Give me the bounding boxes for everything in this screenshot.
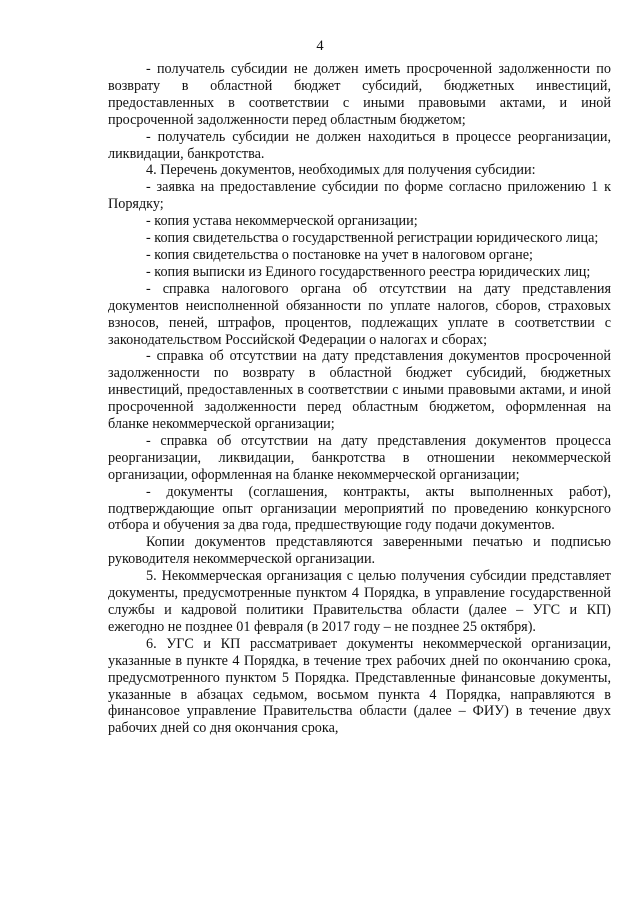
paragraph-debt-certificate: - справка об отсутствии на дату представления документов просроченной задолженности по возврату в областной бюджет субсидий, бюджетных инвестиций, предоставленных в соответствии с иными правовыми актами, и иной просроченной задолженности перед областным бюджетом, оформленная на бланке некоммерческой организации; (108, 348, 611, 433)
paragraph-section-4-heading: 4. Перечень документов, необходимых для получения субсидии: (146, 162, 536, 179)
paragraph-eligibility-no-debt: - получатель субсидии не должен иметь просроченной задолженности по возврату в областной бюджет субсидий, бюджетных инвестиций, предоставленных в соответствии с иными правовыми актами, и иной просроченной задолженности перед областным бюджетом; (108, 61, 611, 128)
document-body (108, 61, 611, 737)
paragraph-tax-certificate: - справка налогового органа об отсутствии на дату представления документов неисполненной обязанности по уплате налогов, сборов, страховых взносов, пеней, штрафов, процентов, подлежащих уплате в соответствии с законодательством Российской Федерации о налогах и сборах; (108, 280, 611, 348)
paragraph-eligibility-no-reorganization: - получатель субсидии не должен находиться в процессе реорганизации, ликвидации, банкротства. (108, 128, 611, 162)
paragraph-registry-extract: - копия выписки из Единого государственного реестра юридических лиц; (146, 263, 591, 280)
paragraph-copies-certification: Копии документов представляются заверенными печатью и подписью руководителя некоммерческой организации. (108, 534, 611, 568)
paragraph-tax-registration: - копия свидетельства о постановке на учет в налоговом органе; (146, 246, 534, 263)
paragraph-section-6: 6. УГС и КП рассматривает документы некоммерческой организации, указанные в пункте 4 Порядка, в течение трех рабочих дней по окончанию срока, предусмотренного пунктом 5 Порядка. Представленные финансовые документы, указанные в абзацах седьмом, восьмом пункта 4 Порядка, направляются в финансовое управление Правительства области (далее – ФИУ) в течение двух рабочих дней со дня окончания срока, (108, 635, 611, 737)
paragraph-section-5: 5. Некоммерческая организация с целью получения субсидии представляет документы, предусмотренные пунктом 4 Порядка, в управление государственной службы и кадровой политики Правительства области (далее – УГС и КП) ежегодно не позднее 01 февраля (в 2017 году – не позднее 25 октября). (108, 568, 611, 635)
paragraph-application-form: - заявка на предоставление субсидии по форме согласно приложению 1 к Порядку; (108, 179, 611, 213)
paragraph-reorganization-certificate: - справка об отсутствии на дату представления документов процесса реорганизации, ликвидации, банкротства в отношении некоммерческой организации, оформленная на бланке некоммерческой организации; (108, 432, 611, 483)
paragraph-experience-documents: - документы (соглашения, контракты, акты выполненных работ), подтверждающие опыт организации мероприятий по проведению конкурсного отбора и обучения за два года, предшествующие году подачи документов. (108, 483, 611, 534)
paragraph-registration-certificate: - копия свидетельства о государственной регистрации юридического лица; (146, 230, 599, 247)
page-number: 4 (316, 38, 324, 54)
paragraph-charter-copy: - копия устава некоммерческой организации; (146, 213, 418, 230)
